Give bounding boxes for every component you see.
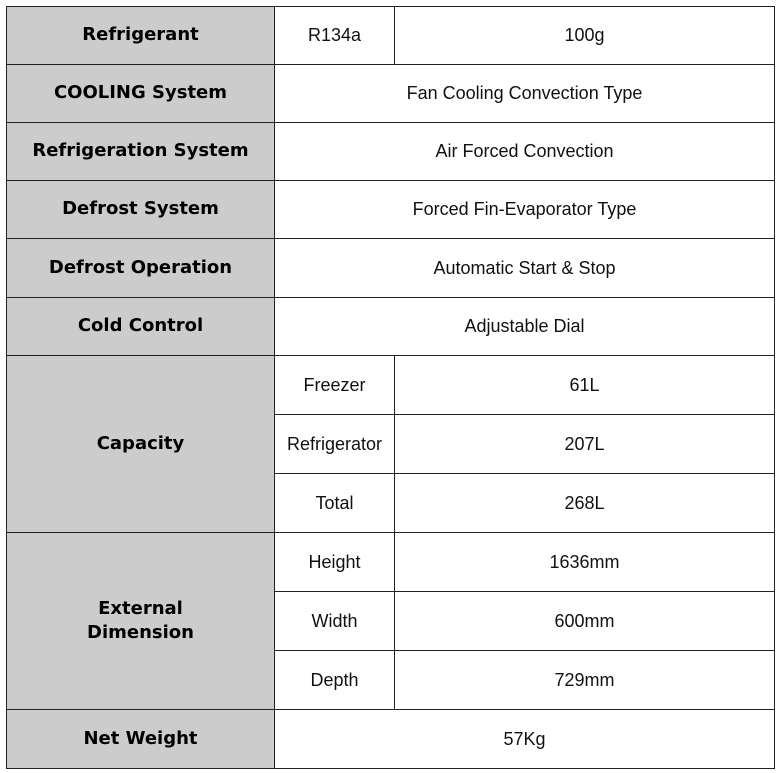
capacity-refrigerator-label: Refrigerator: [275, 415, 395, 474]
table-row: [7, 181, 775, 239]
capacity-freezer-label: Freezer: [275, 356, 395, 415]
refrigeration-system-value: Air Forced Convection: [275, 123, 775, 181]
defrost-system-label: Defrost System: [7, 181, 275, 239]
dimension-height-value: 1636mm: [395, 533, 775, 592]
cold-control-value: Adjustable Dial: [275, 298, 775, 356]
dimension-width-value: 600mm: [395, 592, 775, 651]
table-row: [7, 533, 775, 592]
net-weight-label: Net Weight: [7, 710, 275, 769]
dimension-depth-label: Depth: [275, 651, 395, 710]
table-row: [7, 123, 775, 181]
external-dimension-label-line1: External: [98, 597, 183, 619]
table-row: [7, 356, 775, 415]
refrigerant-amount: 100g: [395, 7, 775, 65]
capacity-label: Capacity: [7, 356, 275, 533]
table-row: [7, 298, 775, 356]
refrigeration-system-label: Refrigeration System: [7, 123, 275, 181]
capacity-refrigerator-value: 207L: [395, 415, 775, 474]
net-weight-value: 57Kg: [275, 710, 775, 769]
cold-control-label: Cold Control: [7, 298, 275, 356]
table-row: [7, 65, 775, 123]
capacity-freezer-value: 61L: [395, 356, 775, 415]
external-dimension-label: [7, 533, 275, 710]
table-row: [7, 710, 775, 769]
defrost-operation-value: Automatic Start & Stop: [275, 239, 775, 298]
table-row: [7, 7, 775, 65]
dimension-width-label: Width: [275, 592, 395, 651]
table-row: [7, 239, 775, 298]
defrost-system-value: Forced Fin-Evaporator Type: [275, 181, 775, 239]
defrost-operation-label: Defrost Operation: [7, 239, 275, 298]
capacity-total-label: Total: [275, 474, 395, 533]
capacity-total-value: 268L: [395, 474, 775, 533]
refrigerant-label: Refrigerant: [7, 7, 275, 65]
cooling-system-value: Fan Cooling Convection Type: [275, 65, 775, 123]
refrigerant-type: R134a: [275, 7, 395, 65]
cooling-system-label: COOLING System: [7, 65, 275, 123]
dimension-height-label: Height: [275, 533, 395, 592]
spec-table: [6, 6, 775, 769]
dimension-depth-value: 729mm: [395, 651, 775, 710]
external-dimension-label-line2: Dimension: [87, 622, 194, 643]
